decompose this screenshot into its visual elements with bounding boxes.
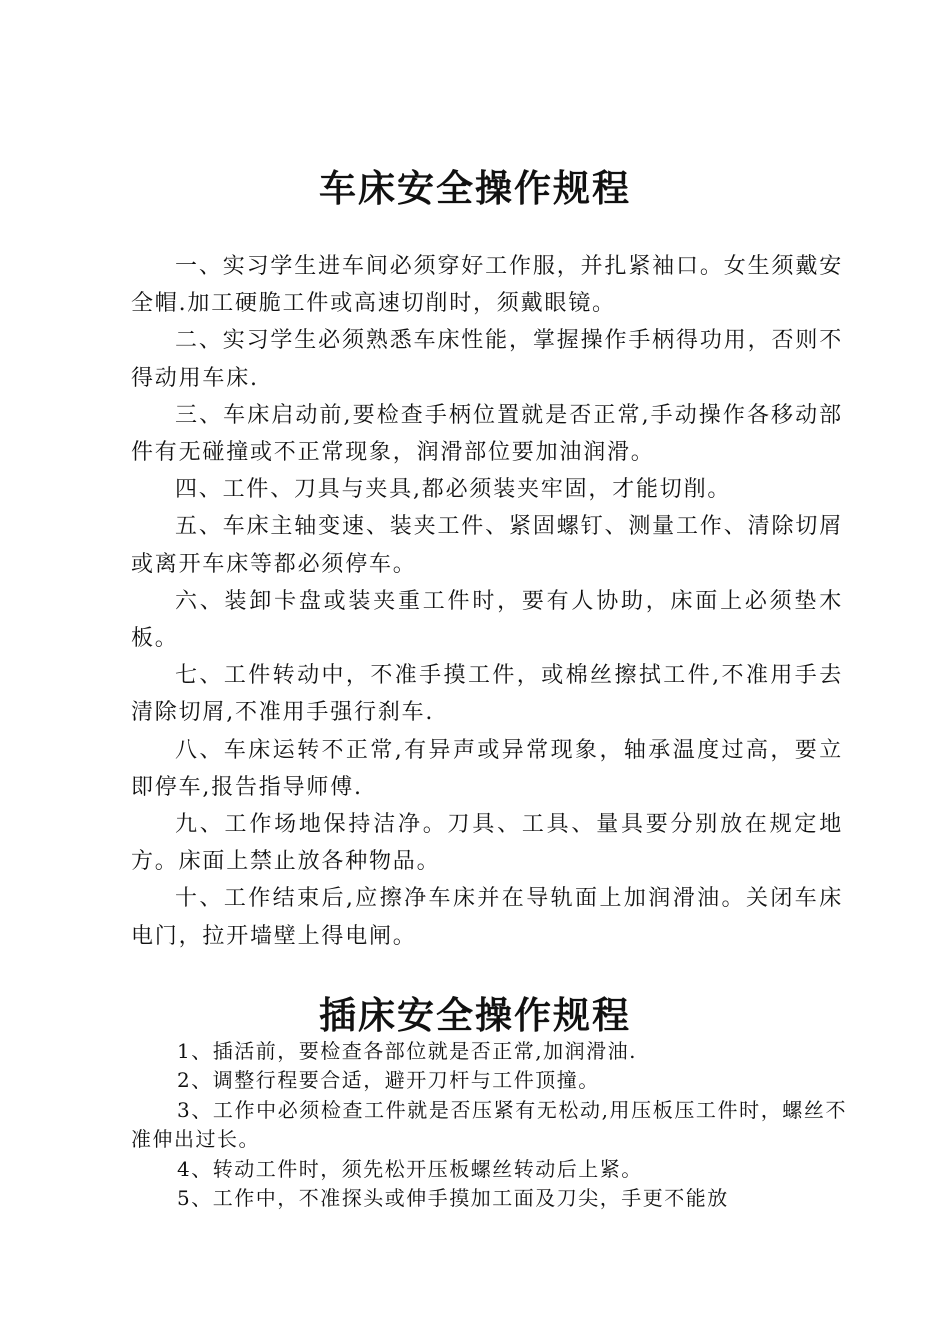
slotter-rule-3: 3、工作中必须检查工件就是否压紧有无松动,用压板压工件时，螺丝不准伸出过长。 xyxy=(131,1097,847,1152)
slotter-rules xyxy=(131,1037,847,1213)
lathe-title: 车床安全操作规程 xyxy=(319,166,631,210)
lathe-rule-6: 六、装卸卡盘或装夹重工件时，要有人协助，床面上必须垫木板。 xyxy=(131,588,843,652)
slotter-rule-4: 4、转动工件时，须先松开压板螺丝转动后上紧。 xyxy=(177,1156,643,1181)
lathe-rule-1: 一、实习学生进车间必须穿好工作服，并扎紧袖口。女生须戴安全帽.加工硬脆工件或高速切削时，须戴眼镜。 xyxy=(131,254,843,317)
lathe-rule-9: 九、工作场地保持洁净。刀具、工具、量具要分别放在规定地方。床面上禁止放各种物品。 xyxy=(131,812,843,875)
slotter-rule-5: 5、工作中，不准探头或伸手摸加工面及刀尖，手更不能放 xyxy=(177,1186,729,1211)
slotter-rule-1: 1、插活前，要检查各部位就是否正常,加润滑油. xyxy=(177,1039,637,1063)
lathe-rule-10: 十、工作结束后,应擦净车床并在导轨面上加润滑油。关闭车床电门，拉开墙壁上得电闸。 xyxy=(131,886,843,949)
slotter-rule-2: 2、调整行程要合适，避开刀杆与工件顶撞。 xyxy=(177,1068,600,1093)
lathe-rule-4: 四、工件、刀具与夹具,都必须装夹牢固，才能切削。 xyxy=(175,477,732,503)
lathe-rule-7: 七、工件转动中，不准手摸工件，或棉丝擦拭工件,不准用手去清除切屑,不准用手强行刹车. xyxy=(131,663,843,726)
lathe-rule-8: 八、车床运转不正常,有异声或异常现象，轴承温度过高，要立即停车,报告指导师傅. xyxy=(131,737,843,800)
lathe-rules xyxy=(131,248,843,955)
lathe-rule-2: 二、实习学生必须熟悉车床性能，掌握操作手柄得功用，否则不得动用车床. xyxy=(131,328,843,391)
slotter-title: 插床安全操作规程 xyxy=(319,993,631,1037)
lathe-rule-3: 三、车床启动前,要检查手柄位置就是否正常,手动操作各移动部件有无碰撞或不正常现象，润滑部位要加油润滑。 xyxy=(131,402,843,466)
lathe-rule-5: 五、车床主轴变速、装夹工件、紧固螺钉、测量工作、清除切屑或离开车床等都必须停车。 xyxy=(131,514,843,577)
